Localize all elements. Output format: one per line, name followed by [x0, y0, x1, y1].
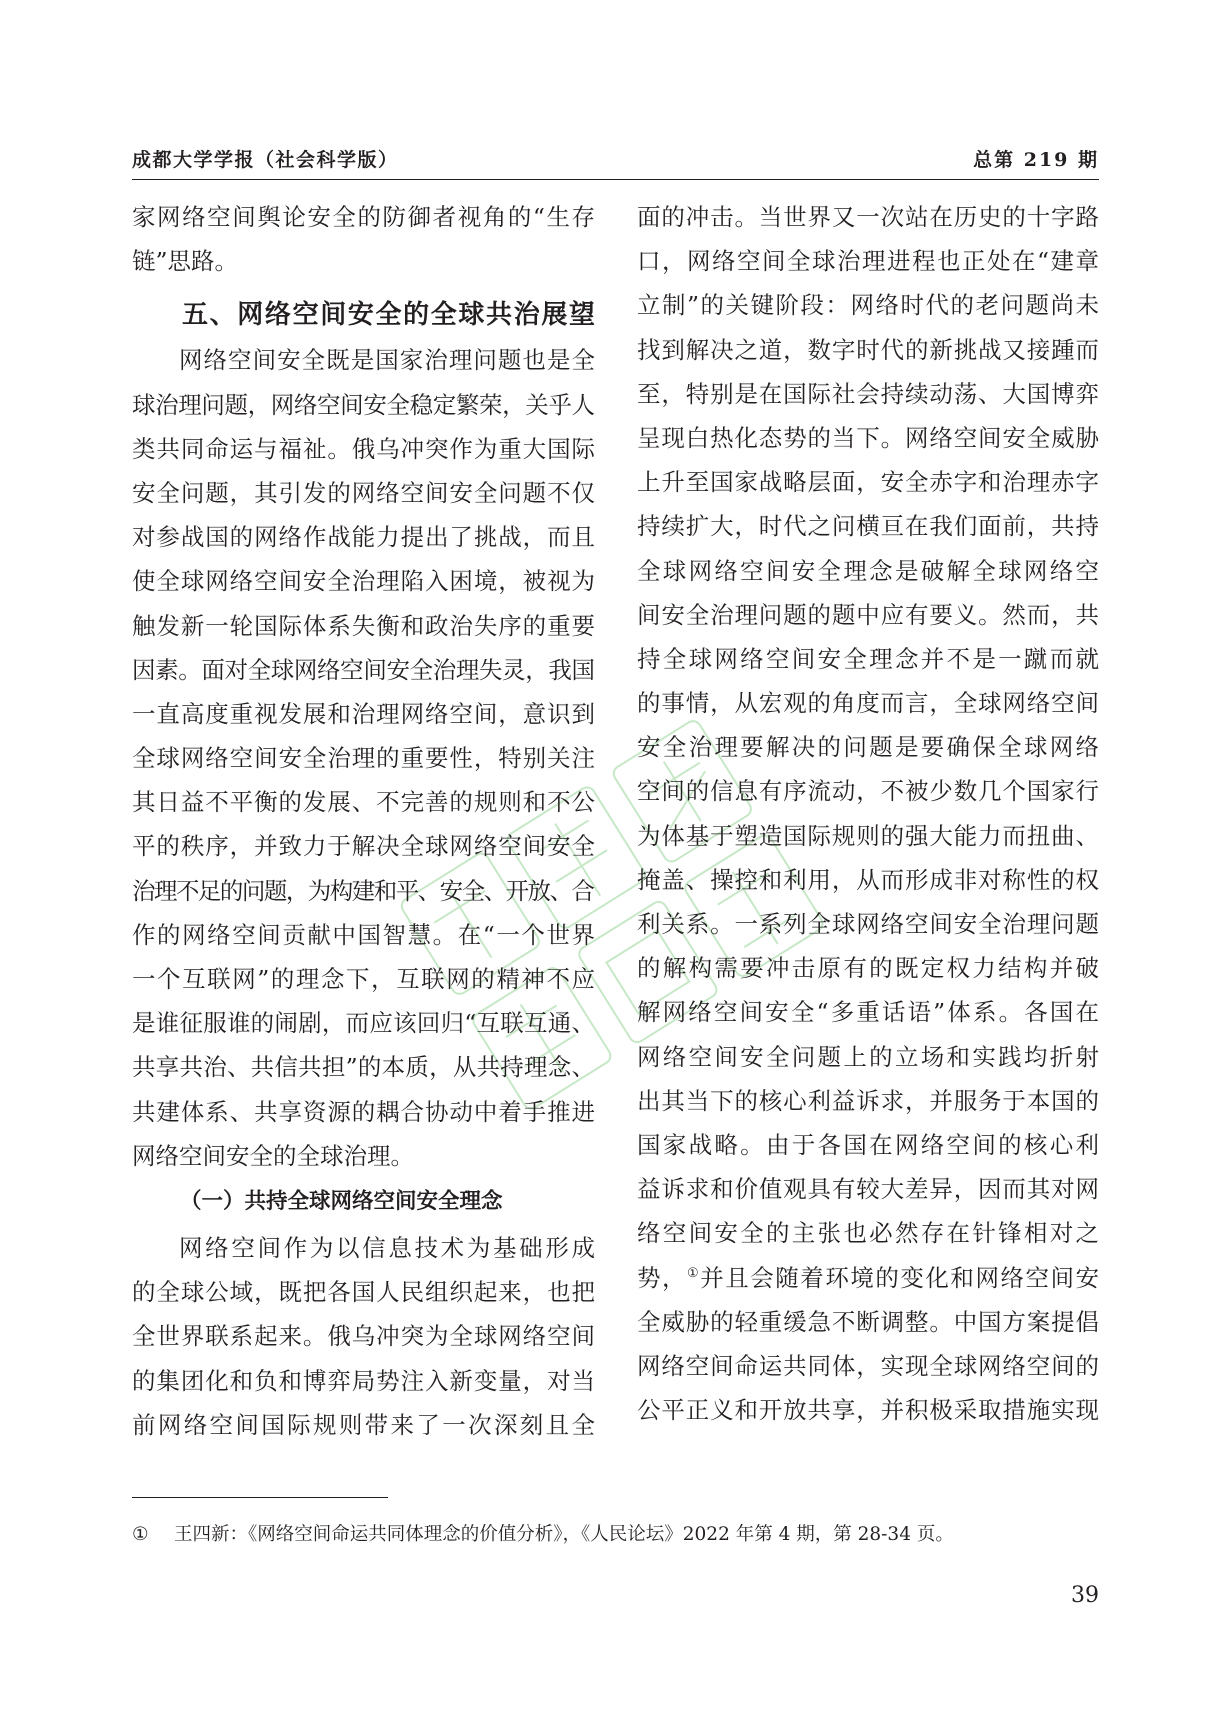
line-text: 的全球公域，既把各国人民组织起来，也把 [132, 1278, 596, 1307]
line-text: 全球网络空间安全治理的重要性，特别关注 [132, 744, 596, 773]
line-text: 对参战国的网络作战能力提出了挑战，而且 [132, 523, 596, 552]
body-line [637, 195, 1099, 239]
body-line [132, 239, 595, 283]
line-text: 其日益不平衡的发展、不完善的规则和不公 [132, 788, 596, 817]
body-line [132, 957, 595, 1001]
line-text: 使全球网络空间安全治理陷入困境，被视为 [132, 567, 596, 596]
body-line [637, 1211, 1102, 1255]
body-line [132, 338, 595, 382]
line-text: 一直高度重视发展和治理网络空间，意识到 [132, 699, 596, 728]
line-text: 家网络空间舆论安全的防御者视角的“生存 [132, 203, 597, 231]
line-text: 全威胁的轻重缓急不断调整。中国方案提倡 [637, 1307, 1100, 1336]
body-line [132, 1314, 595, 1358]
line-text: 安全治理要解决的问题是要确保全球网络 [637, 733, 1102, 762]
footnote-reference: ① [687, 1265, 701, 1281]
subsection-heading [132, 1178, 595, 1226]
footnote-rule [132, 1497, 388, 1498]
line-text [637, 1264, 1101, 1292]
body-line [132, 383, 595, 427]
footnote [132, 1521, 954, 1549]
line-text: 间安全治理问题的题中应有要义。然而，共 [637, 600, 1100, 629]
line-text-part: 势， [637, 1263, 688, 1292]
body-line [132, 648, 595, 692]
line-text: 上升至国家战略层面，安全赤字和治理赤字 [637, 468, 1100, 497]
body-line [132, 195, 595, 239]
body-line [637, 1079, 1099, 1123]
body-line [637, 1256, 1099, 1300]
line-text: 利关系。一系列全球网络空间安全治理问题 [637, 910, 1100, 938]
line-text: 治理不足的问题，为构建和平、安全、开放、合 [132, 876, 594, 905]
page-number: 39 [1071, 1583, 1099, 1608]
body-line [637, 1123, 1102, 1167]
body-line [132, 824, 595, 868]
line-text: 解网络空间安全“多重话语”体系。各国在 [637, 998, 1102, 1027]
body-line [132, 1403, 598, 1447]
line-text: 持续扩大，时代之问横亘在我们面前，共持 [637, 512, 1100, 541]
line-text: 的解构需要冲击原有的既定权力结构并破 [637, 954, 1102, 983]
line-text: 益诉求和价值观具有较大差异，因而其对网 [637, 1175, 1100, 1204]
line-text: 前网络空间国际规则带来了一次深刻且全 [132, 1410, 598, 1439]
line-text: 平的秩序，并致力于解决全球网络空间安全 [132, 832, 596, 861]
body-line [132, 1359, 595, 1403]
line-text: 至，特别是在国际社会持续动荡、大国博弈 [637, 379, 1100, 408]
line-text: 网络空间安全问题上的立场和实践均折射 [637, 1042, 1102, 1071]
line-text: 全世界联系起来。俄乌冲突为全球网络空间 [132, 1322, 596, 1351]
body-line [637, 239, 1099, 283]
line-text: 球治理问题，网络空间安全稳定繁荣，关乎人 [132, 390, 595, 419]
line-text: 是谁征服谁的闹剧，而应该回归“互联互通、 [132, 1009, 596, 1038]
line-text: 找到解决之道，数字时代的新挑战又接踵而 [637, 335, 1100, 364]
line-text: 的集团化和负和博弈局势注入新变量，对当 [132, 1366, 596, 1395]
body-line [637, 769, 1099, 813]
line-text: 持全球网络空间安全理念并不是一蹴而就 [637, 644, 1102, 673]
section-heading [132, 292, 595, 338]
line-text: 空间的信息有序流动，不被少数几个国家行 [637, 777, 1100, 806]
body-line [637, 283, 1099, 327]
line-text: 立制”的关键阶段：网络时代的老问题尚未 [637, 291, 1101, 320]
body-line [637, 1035, 1102, 1079]
body-line [132, 1226, 598, 1270]
body-line [132, 1270, 595, 1314]
section-heading-text: 五、网络空间安全的全球共治展望 [182, 300, 597, 331]
running-header-issue: 总第 219 期 [973, 149, 1099, 171]
body-line [637, 1344, 1099, 1388]
footnote-text: 王四新：《网络空间命运共同体理念的价值分析》，《人民论坛》2022 年第 4 期，第 28-34 页。 [174, 1524, 954, 1545]
body-line [637, 990, 1102, 1034]
body-line [637, 1167, 1099, 1211]
line-text: 网络空间安全的全球治理。 [132, 1141, 414, 1170]
footnote-marker: ① [132, 1524, 149, 1545]
body-line [132, 559, 595, 603]
right-column [637, 195, 1102, 1432]
body-line [637, 416, 1099, 460]
journal-title: 成都大学学报（社会科学版） [132, 149, 399, 171]
body-line [132, 515, 595, 559]
body-line [637, 1300, 1099, 1344]
line-text: 国家战略。由于各国在网络空间的核心利 [637, 1130, 1102, 1159]
line-text: 为体基于塑造国际规则的强大能力而扭曲、 [637, 821, 1100, 850]
body-line [132, 780, 595, 824]
body-line [132, 736, 595, 780]
line-text: 的事情，从宏观的角度而言，全球网络空间 [637, 689, 1100, 718]
left-column [132, 195, 598, 1447]
line-text: 类共同命运与福祉。俄乌冲突作为重大国际 [132, 434, 596, 463]
body-line [132, 1134, 595, 1178]
body-line [637, 328, 1099, 372]
body-line [132, 471, 595, 515]
body-line [637, 814, 1099, 858]
body-line [132, 692, 595, 736]
body-line [637, 725, 1102, 769]
body-line [637, 372, 1099, 416]
line-text: 网络空间作为以信息技术为基础形成 [179, 1233, 598, 1262]
line-text: 公平正义和开放共享，并积极采取措施实现 [637, 1396, 1100, 1425]
line-text: 作的网络空间贡献中国智慧。在“一个世界 [132, 920, 597, 949]
body-line [132, 604, 595, 648]
body-line [637, 1388, 1099, 1432]
line-text: 一个互联网”的理念下，互联网的精神不应 [132, 965, 597, 993]
body-line [132, 1045, 595, 1089]
line-text: 口，网络空间全球治理进程也正处在“建章 [637, 247, 1101, 276]
line-text: 出其当下的核心利益诉求，并服务于本国的 [637, 1086, 1100, 1115]
line-text: 网络空间命运共同体，实现全球网络空间的 [637, 1351, 1100, 1380]
line-text: 面的冲击。当世界又一次站在历史的十字路 [637, 203, 1100, 231]
line-text: 链”思路。 [132, 247, 239, 276]
header-rule [132, 179, 1099, 180]
body-line [637, 593, 1099, 637]
running-header-journal [132, 147, 397, 173]
body-line [132, 427, 595, 471]
line-text-part: 并且会随着环境的变化和网络空间安 [700, 1263, 1101, 1292]
body-line [637, 504, 1099, 548]
line-text: 因素。面对全球网络空间安全治理失灵，我国 [132, 655, 595, 684]
line-text: 全球网络空间安全理念是破解全球网络空 [637, 556, 1102, 585]
subsection-heading-text: （一）共持全球网络空间安全理念 [180, 1188, 503, 1214]
body-line [637, 946, 1102, 990]
line-text: 共享共治、共信共担”的本质，从共持理念、 [132, 1053, 596, 1082]
line-text: 安全问题，其引发的网络空间安全问题不仅 [132, 478, 596, 507]
body-line [637, 858, 1099, 902]
body-line [132, 869, 595, 913]
line-text: 络空间安全的主张也必然存在针锋相对之 [637, 1219, 1102, 1248]
line-text: 呈现白热化态势的当下。网络空间安全威胁 [637, 423, 1100, 452]
body-line [637, 902, 1099, 946]
body-line [132, 1001, 595, 1045]
body-line [637, 460, 1099, 504]
line-text: 触发新一轮国际体系失衡和政治失序的重要 [132, 611, 596, 640]
line-text: 网络空间安全既是国家治理问题也是全 [179, 346, 597, 375]
body-line [637, 681, 1099, 725]
body-line [637, 549, 1102, 593]
body-line [637, 637, 1102, 681]
line-text: 掩盖、操控和利用，从而形成非对称性的权 [637, 865, 1100, 894]
body-line [132, 913, 595, 957]
body-line [132, 1090, 595, 1134]
line-text: 共建体系、共享资源的耦合协动中着手推进 [132, 1097, 596, 1126]
